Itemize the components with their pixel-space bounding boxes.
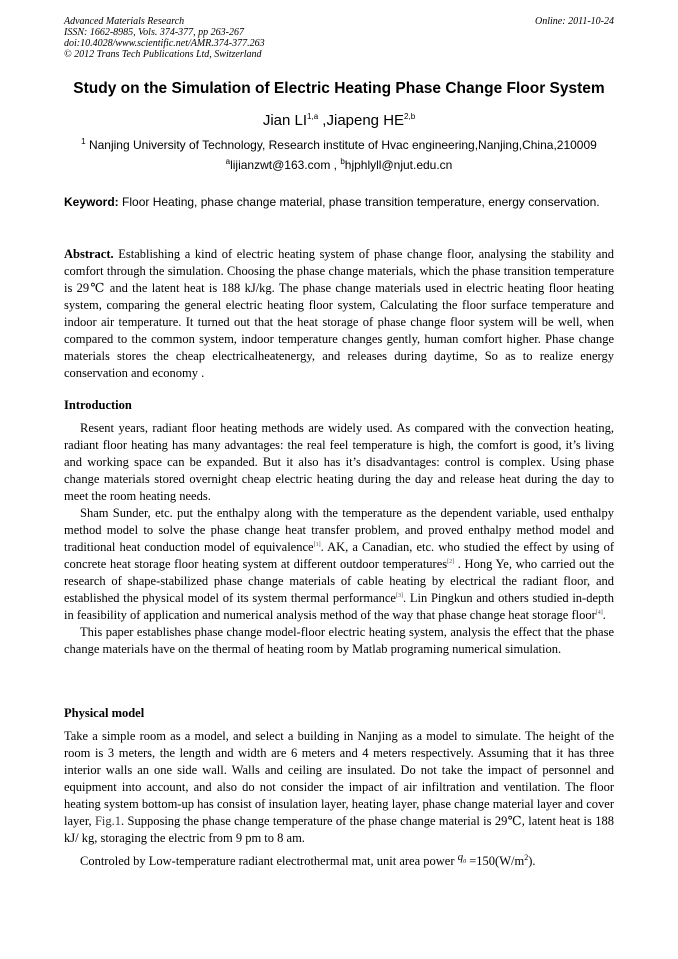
physical-model-paragraph-2 [64,853,614,876]
email-line [0,158,678,172]
citation-4[interactable]: [4] [595,609,603,616]
email-a-sup: a [225,157,231,166]
author-1-sup: 1,a [307,112,319,121]
author-line [0,112,678,129]
q-letter: q [457,851,464,863]
abstract-label: Abstract. [64,247,114,261]
journal-header [64,16,265,60]
author-separator: , [318,112,327,129]
journal-name: Advanced Materials Research [64,16,185,27]
pm-p1-part-b: . Supposing the phase change temperature of the phase change material is 29℃, latent heat is 188 kJ/ kg, storaging the electric from 9 pm to 8 am. [64,814,614,845]
email-b[interactable]: hjphlyll@njut.edu.cn [344,158,453,172]
unit-superscript: 2 [524,852,529,862]
abstract-text: Establishing a kind of electric heating system of phase change floor, analysing the stability and comfort through the simulation. Choosing the phase change materials, which the phase transition temperature is 29℃ and the latent heat is 188 kJ/kg. The phase change materials used in electric heating floor heating system, comparing the general electric heating floor system, Calculating the floor surface temperature and indoor air temperature. It turned out that the heat storage of phase change floor system will be well, when compared to the common system, indoor temperature changes gently, human comfort higher. Phase change materials stores the cheap electricalheatenergy, and releases during daytime, So as to realize energy conservation and economy . [64,247,614,380]
intro-p2-part-d: . Lin Pingkun and others studied in-depth in feasibility of application and numerical analysis method of the way that phase change heat storage floor [64,591,614,622]
author-2: Jiapeng HE [326,112,405,129]
intro-p2-part-b: . AK, a Canadian, etc. who studied the effect by using of concrete heat storage floor heating system at different outdoor temperatures [64,540,615,571]
figure-1-reference[interactable]: Fig.1 [94,814,122,828]
pm-p2-part-a: Controled by Low-temperature radiant electrothermal mat, unit area power [80,854,458,868]
paper-title: Study on the Simulation of Electric Heating Phase Change Floor System [73,80,605,97]
online-date: Online: 2011-10-24 [535,16,614,27]
copyright-line: © 2012 Trans Tech Publications Ltd, Switzerland [64,49,262,60]
pm-p2-part-c: ). [528,854,536,868]
citation-2[interactable]: [2] [447,558,455,565]
citation-3[interactable]: [3] [395,592,403,599]
q0-symbol [457,851,467,866]
physical-model-paragraph-1 [64,728,614,847]
issn-line: ISSN: 1662-8985, Vols. 374-377, pp 263-267 [64,27,244,38]
intro-p2-part-e: . [602,608,606,622]
keywords-label: Keyword: [64,195,119,209]
doi-line: doi:10.4028/www.scientific.net/AMR.374-377.263 [64,38,265,49]
keywords [64,195,614,211]
introduction-heading: Introduction [64,398,132,412]
intro-p2-part-a: Sham Sunder, etc. put the enthalpy along with the temperature as the dependent variable, used enthalpy method model to solve the phase change heat transfer problem, and proved enthalpy method model and traditional heat conduction model of equivalence [64,506,614,554]
intro-paragraph-3: This paper establishes phase change model-floor electric heating system, analysis the effect that the phase change materials have on the thermal of heating room by Matlab programing numerical simulation. [64,625,614,656]
affiliation-sup: 1 [81,137,86,146]
affiliation-text: Nanjing University of Technology, Research institute of Hvac engineering,Nanjing,China,210009 [85,138,597,152]
q-subscript: 0 [463,859,467,866]
pm-p2-part-b: =150(W/m [466,854,525,868]
abstract [64,246,614,382]
author-2-sup: 2,b [404,112,416,121]
physical-model-section [64,705,614,876]
intro-p2-part-c: . Hong Ye, who carried out the research of shape-stabilized phase change materials of cable heating by electrical the radiant floor, and established the physical model of its system thermal performance [64,557,614,605]
intro-paragraph-1: Resent years, radiant floor heating methods are widely used. As compared with the convection heating, radiant floor heating has many advantages: the real feel temperature is high, the comfort is good, it’s living and working space can be expanded. But it also has it’s disadvantages: control is complex. Using phase change materials stored overnight cheap electric heating during the day and release heat during the day to meet the room heating needs. [64,421,614,503]
citation-1[interactable]: [1] [313,541,321,548]
email-separator: , [330,158,341,172]
email-a[interactable]: lijianzwt@163.com [230,158,331,172]
author-1: Jian LI [262,112,308,129]
affiliation [0,138,678,152]
keywords-text: Floor Heating, phase change material, phase transition temperature, energy conservation. [118,195,600,209]
physical-model-heading: Physical model [64,706,145,720]
pm-p1-part-a: Take a simple room as a model, and select a building in Nanjing as a model to simulate. The height of the room is 3 meters, the length and width are 6 meters and 4 meters respectively. Assuming that it has three interior walls an one side wall. Walls and ceiling are insulated. Do not take the impact of personnel and equipment into account, and also do not consider the impact of air infiltration and ventilation. The floor heating system bottom-up has consist of insulation layer, heating layer, phase change material layer and cover layer, [64,729,614,828]
email-b-sup: b [340,157,345,166]
intro-paragraph-2 [64,505,614,624]
introduction-section [64,397,614,658]
